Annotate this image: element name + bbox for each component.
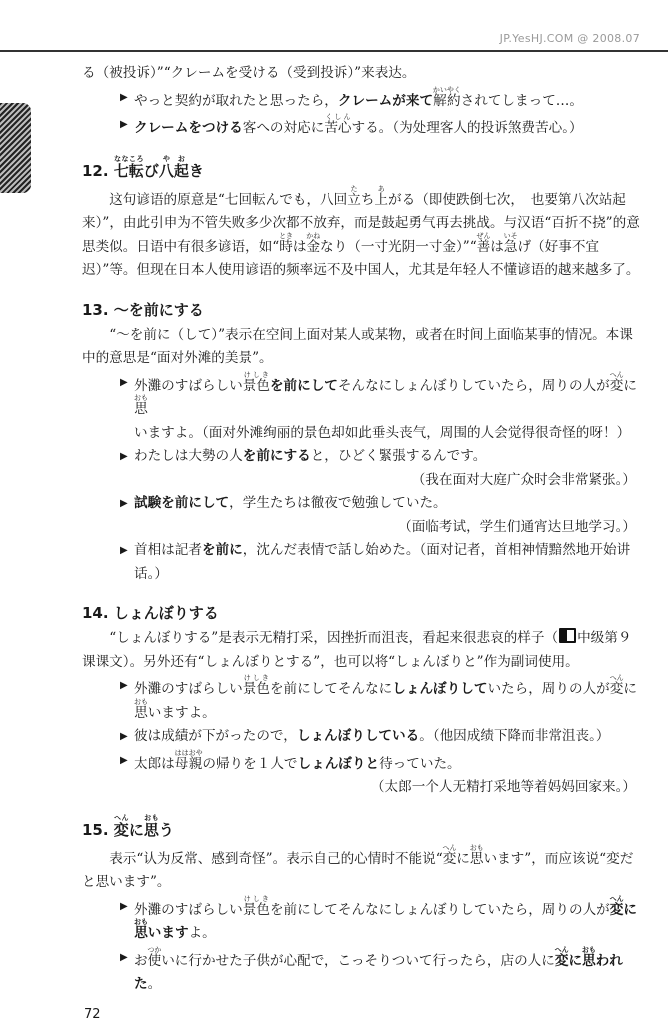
text-run: クレームが来て bbox=[337, 92, 434, 109]
furigana-reading: かいやく bbox=[432, 85, 461, 94]
furigana-reading: くしん bbox=[324, 113, 352, 121]
section-heading bbox=[82, 297, 642, 324]
example-sentence bbox=[82, 113, 642, 141]
furigana-word: 善ぜん bbox=[476, 231, 491, 255]
section-heading bbox=[82, 814, 642, 844]
section-heading bbox=[82, 600, 642, 627]
text-run: ち bbox=[360, 191, 375, 208]
furigana-word: 変へん bbox=[554, 945, 569, 969]
bullet-triangle-icon: ▶ bbox=[120, 731, 128, 742]
text-run: います”，而应该说“変だと思います”。 bbox=[82, 850, 634, 890]
emphasis-text bbox=[568, 953, 582, 969]
text-run: 。 bbox=[147, 976, 162, 992]
text-run: （我在面对大庭广众时会非常紧张。） bbox=[411, 471, 636, 488]
text-run: 首相は記者 bbox=[134, 542, 202, 558]
text-run: に bbox=[623, 901, 637, 918]
furigana-reading: やお bbox=[158, 154, 189, 163]
furigana-word: 変へん bbox=[113, 813, 129, 839]
furigana-reading: おも bbox=[134, 697, 148, 706]
header-rule bbox=[0, 50, 668, 52]
emphasis-text bbox=[581, 945, 596, 969]
furigana-word: 思おも bbox=[581, 945, 596, 969]
text-run: 太郎は bbox=[134, 755, 175, 772]
text-run: がる（即使跌倒七次， 也要第八次站起来）”，由此引申为不管失败多少次都不放弃，而是鼓起勇气再去挑战。与汉语“百折不挠”的意思类似。日语中有很多谚语，如“ bbox=[82, 191, 640, 255]
furigana-word: 景色けしき bbox=[242, 370, 270, 394]
furigana-reading: ぜん bbox=[476, 231, 491, 240]
text-run: いたら，周りの人が bbox=[487, 681, 610, 697]
text-run: いますよ。（面对外滩绚丽的景色却如此垂头丧气，周围的人会觉得很奇怪的呀！） bbox=[134, 424, 631, 441]
example-sentence bbox=[82, 371, 642, 446]
emphasis-text bbox=[134, 120, 243, 136]
furigana-word: 変へん bbox=[609, 674, 624, 697]
furigana-word: 思おも bbox=[134, 918, 148, 941]
text-run: なり（一寸光阴一寸金）”“ bbox=[320, 238, 477, 255]
text-run: を前にしてそんなに bbox=[269, 681, 393, 697]
furigana-reading: おも bbox=[143, 813, 159, 822]
text-run: き bbox=[188, 161, 204, 180]
text-run: げ（好事不宜迟）”等。但现在日本人使用谚语的频率远不及中国人，尤其是年轻人不懂谚语的越来越多了。 bbox=[82, 238, 640, 278]
furigana-word: 上あ bbox=[374, 184, 389, 208]
chapter-side-tab bbox=[0, 103, 31, 193]
text-run: 14. しょんぼりする bbox=[82, 604, 219, 622]
furigana-reading: へん bbox=[442, 843, 457, 852]
emphasis-text bbox=[298, 756, 380, 772]
furigana-reading: おも bbox=[581, 945, 596, 954]
bullet-triangle-icon: ▶ bbox=[120, 754, 128, 766]
textbook-icon bbox=[559, 628, 576, 643]
text-run: “～を前に（して）”表示在空间上面对某人或某物，或者在时间上面临某事的情况。本课中的意思是“面对外滩的美景”。 bbox=[82, 326, 633, 366]
text-run: 外灘のすばらしい bbox=[134, 901, 243, 918]
furigana-word: 景色けしき bbox=[242, 674, 270, 697]
paragraph bbox=[82, 844, 642, 895]
furigana-reading: へん bbox=[113, 813, 129, 822]
furigana-word: 景色けしき bbox=[242, 894, 270, 918]
page-content bbox=[82, 62, 642, 997]
text-run: やっと契約が取れたと思ったら， bbox=[134, 92, 338, 109]
site-watermark: JP.YesHJ.COM @ 2008.07 bbox=[499, 32, 640, 45]
text-run: （面临考试，学生们通宵达旦地学习。） bbox=[398, 518, 636, 535]
text-run: お bbox=[134, 952, 148, 969]
furigana-reading: けしき bbox=[242, 894, 270, 903]
example-sentence bbox=[82, 674, 642, 725]
text-run: 彼は成績が下がったので， bbox=[134, 728, 297, 744]
text-run: する。（为处理客人的投诉煞费苦心。） bbox=[351, 120, 583, 136]
furigana-word: 苦心くしん bbox=[324, 113, 352, 136]
text-run: を前にしてそんなにしょんぼりしていたら，周りの人が bbox=[269, 901, 610, 918]
furigana-word: 立た bbox=[347, 184, 361, 208]
text-run: よ。 bbox=[188, 925, 216, 941]
translation bbox=[82, 469, 642, 493]
emphasis-text bbox=[554, 945, 569, 969]
example-sentence bbox=[82, 539, 642, 586]
example-sentence bbox=[82, 86, 642, 114]
furigana-reading: けしき bbox=[242, 370, 270, 379]
text-run: 試験を前にして bbox=[134, 495, 230, 511]
text-run: 外灘のすばらしい bbox=[134, 377, 243, 394]
text-run: う bbox=[158, 820, 174, 839]
emphasis-text bbox=[623, 902, 637, 918]
paragraph bbox=[82, 324, 642, 371]
furigana-word: 急いそ bbox=[503, 231, 518, 255]
furigana-reading: た bbox=[347, 184, 361, 193]
text-run: と，ひどく緊張するんです。 bbox=[310, 448, 487, 464]
text-run: を前にする bbox=[242, 448, 311, 464]
furigana-word: 思おも bbox=[134, 697, 148, 721]
text-run: に bbox=[623, 681, 637, 697]
example-sentence bbox=[82, 946, 642, 997]
emphasis-text bbox=[243, 448, 311, 464]
text-run: に bbox=[568, 952, 583, 969]
example-sentence bbox=[82, 725, 642, 749]
emphasis-text bbox=[202, 542, 243, 558]
text-run: ，沈んだ表情で話し始めた。（面对记者，首相神情黯然地开始讲话。） bbox=[134, 542, 631, 582]
furigana-reading: ななころ bbox=[113, 154, 144, 163]
section-heading bbox=[82, 155, 642, 185]
paragraph bbox=[82, 185, 642, 283]
furigana-word: 思おも bbox=[469, 843, 484, 867]
text-run: いますよ。 bbox=[147, 704, 216, 721]
text-run: わたしは大勢の人 bbox=[134, 448, 243, 464]
furigana-reading: おも bbox=[134, 918, 148, 926]
emphasis-text bbox=[134, 495, 229, 511]
bullet-triangle-icon: ▶ bbox=[120, 900, 128, 912]
furigana-word: 解約かいやく bbox=[432, 85, 461, 109]
text-run: は bbox=[490, 238, 504, 255]
furigana-reading: あ bbox=[374, 184, 389, 193]
example-sentence bbox=[82, 492, 642, 516]
text-run: われた bbox=[134, 952, 623, 992]
text-run: クレームをつける bbox=[134, 120, 243, 136]
furigana-word: 金かね bbox=[306, 231, 321, 255]
text-run: 中级第９课课文）。另外还有“しょんぼりとする”，也可以将“しょんぼりと”作为副词使用。 bbox=[82, 630, 632, 670]
bullet-triangle-icon: ▶ bbox=[120, 680, 128, 691]
text-run: います bbox=[147, 925, 189, 941]
bullet-triangle-icon: ▶ bbox=[120, 91, 128, 103]
emphasis-text bbox=[392, 681, 487, 697]
text-run: に bbox=[456, 850, 470, 867]
bullet-triangle-icon: ▶ bbox=[120, 119, 128, 130]
example-sentence bbox=[82, 445, 642, 469]
furigana-reading: へん bbox=[609, 894, 624, 903]
text-run: る（被投诉）”“クレームを受ける（受到投诉）”来表达。 bbox=[82, 65, 416, 81]
furigana-reading: かね bbox=[306, 231, 321, 240]
furigana-reading: おも bbox=[134, 394, 148, 402]
furigana-word: 変へん bbox=[609, 370, 624, 394]
furigana-word: 使つか bbox=[147, 945, 162, 969]
furigana-reading: とき bbox=[279, 231, 294, 240]
furigana-word: 変へん bbox=[442, 843, 457, 867]
furigana-reading: ははおや bbox=[174, 748, 203, 757]
furigana-word: 母親ははおや bbox=[174, 748, 203, 772]
text-run: 表示“认为反常、感到奇怪”。表示自己的心情时不能说“ bbox=[109, 850, 443, 867]
bullet-triangle-icon: ▶ bbox=[120, 376, 128, 388]
emphasis-text bbox=[338, 93, 433, 109]
text-run: 待っていた。 bbox=[379, 755, 461, 772]
furigana-word: 時とき bbox=[279, 231, 294, 255]
emphasis-text bbox=[270, 378, 338, 394]
text-run: び bbox=[143, 161, 159, 180]
translation bbox=[82, 776, 642, 800]
text-run: の帰りを１人で bbox=[202, 755, 298, 772]
furigana-reading: いそ bbox=[503, 231, 518, 240]
text-run: 15. bbox=[82, 820, 114, 839]
bullet-triangle-icon: ▶ bbox=[120, 951, 128, 963]
text-run: に bbox=[128, 820, 144, 839]
furigana-word: 七転ななころ bbox=[113, 154, 144, 180]
translation bbox=[82, 516, 642, 540]
furigana-reading: けしき bbox=[242, 674, 270, 682]
text-run: （太郎一个人无精打采地等着妈妈回家来。） bbox=[370, 779, 636, 795]
emphasis-text bbox=[148, 925, 189, 941]
text-run: 这句谚语的原意是“七回転んでも，八回 bbox=[109, 191, 348, 208]
paragraph bbox=[82, 627, 642, 674]
text-run: 外灘のすばらしい bbox=[134, 681, 243, 697]
bullet-triangle-icon: ▶ bbox=[120, 545, 128, 556]
text-run: しょんぼりしている bbox=[296, 728, 420, 744]
text-run: を前に bbox=[201, 542, 243, 558]
text-run: 客への対応に bbox=[242, 120, 325, 136]
furigana-reading: へん bbox=[609, 674, 624, 682]
bullet-triangle-icon: ▶ bbox=[120, 451, 128, 462]
text-run: 12. bbox=[82, 161, 114, 180]
furigana-reading: おも bbox=[469, 843, 484, 852]
furigana-reading: へん bbox=[554, 945, 569, 954]
page-number: 72 bbox=[84, 1007, 101, 1022]
text-run: しょんぼりと bbox=[297, 755, 380, 772]
emphasis-text bbox=[134, 918, 148, 941]
text-run: 。（他因成绩下降而非常沮丧。） bbox=[419, 728, 610, 744]
emphasis-text bbox=[297, 728, 419, 744]
text-run: は bbox=[292, 238, 307, 255]
text-run: ，学生たちは徹夜で勉強していた。 bbox=[229, 495, 447, 511]
furigana-word: 思おも bbox=[143, 813, 159, 839]
text-run: 13. ～を前にする bbox=[82, 300, 204, 319]
text-run: されてしまって…。 bbox=[460, 92, 583, 109]
bullet-triangle-icon: ▶ bbox=[120, 498, 128, 509]
emphasis-text bbox=[609, 894, 624, 918]
furigana-reading: へん bbox=[609, 370, 624, 379]
text-run: を前にして bbox=[269, 377, 338, 394]
paragraph bbox=[82, 62, 642, 86]
furigana-word: 変へん bbox=[609, 894, 624, 918]
example-sentence bbox=[82, 895, 642, 946]
furigana-word: 八起やお bbox=[158, 154, 189, 180]
text-run: に bbox=[623, 377, 637, 394]
example-sentence bbox=[82, 749, 642, 777]
text-run: そんなにしょんぼりしていたら，周りの人が bbox=[337, 377, 610, 394]
furigana-word: 思おも bbox=[134, 394, 148, 417]
text-run: しょんぼりして bbox=[392, 681, 488, 697]
text-run: いに行かせた子供が心配で，こっそりついて行ったら，店の人に bbox=[161, 952, 555, 969]
furigana-reading: つか bbox=[147, 945, 162, 954]
text-run: “しょんぼりする”是表示无精打采，因挫折而沮丧，看起来很悲哀的样子（ bbox=[109, 630, 559, 646]
